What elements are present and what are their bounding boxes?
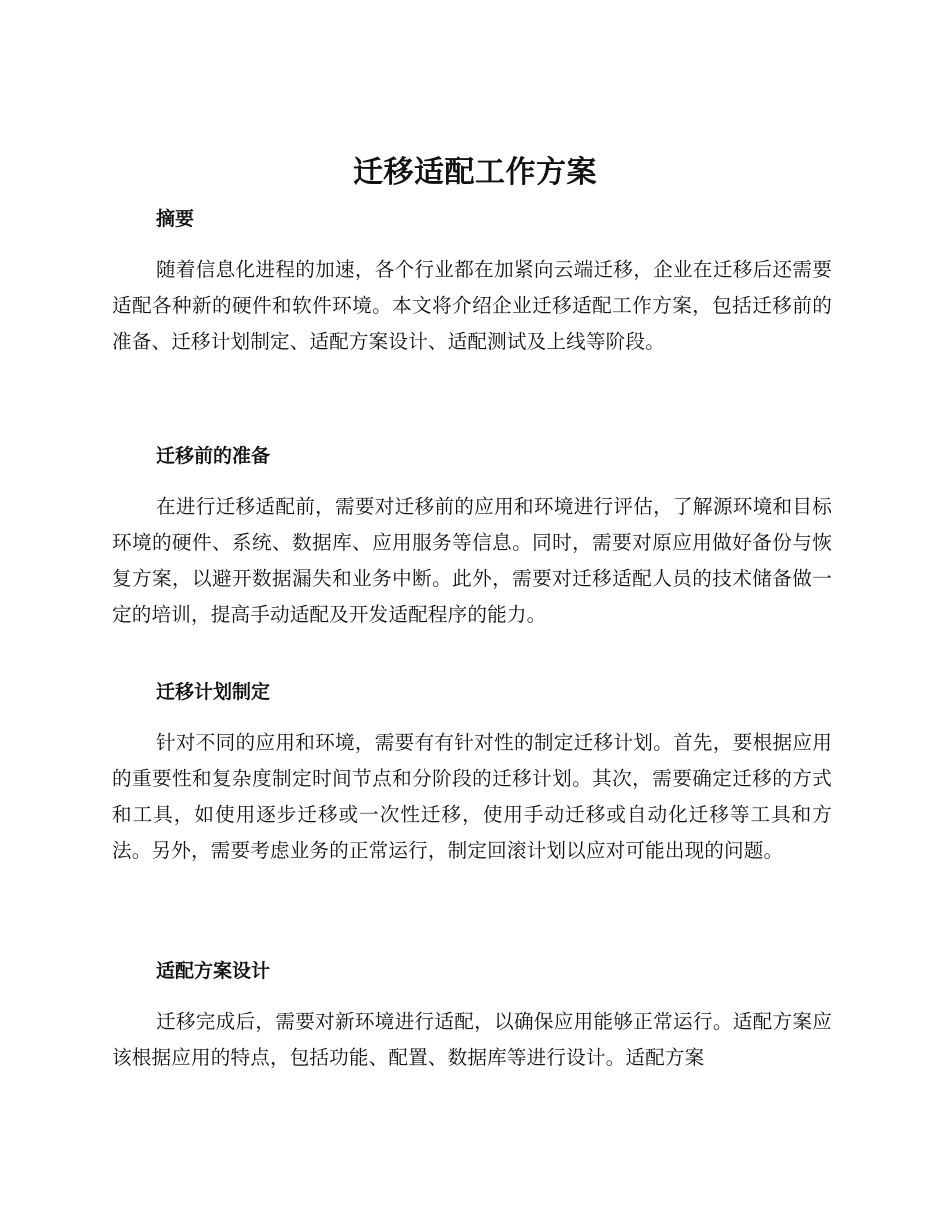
document-title: 迁移适配工作方案	[353, 155, 597, 190]
section-abstract	[112, 204, 832, 360]
section-migration-plan	[112, 677, 832, 869]
section-heading: 适配方案设计	[156, 960, 271, 982]
section-paragraph: 随着信息化进程的加速，各个行业都在加紧向云端迁移，企业在迁移后还需要适配各种新的硬件和软件环境。本文将介绍企业迁移适配工作方案，包括迁移前的准备、迁移计划制定、适配方案设计、适配测试及上线等阶段。	[112, 258, 832, 353]
section-preparation	[112, 441, 832, 633]
section-paragraph: 在进行迁移适配前，需要对迁移前的应用和环境进行评估，了解源环境和目标环境的硬件、系统、数据库、应用服务等信息。同时，需要对原应用做好备份与恢复方案，以避开数据漏失和业务中断。此外，需要对迁移适配人员的技术储备做一定的培训，提高手动适配及开发适配程序的能力。	[112, 495, 832, 626]
section-heading: 摘要	[156, 208, 195, 230]
section-heading: 迁移前的准备	[156, 445, 271, 467]
section-paragraph: 针对不同的应用和环境，需要有有针对性的制定迁移计划。首先，要根据应用的重要性和复杂度制定时间节点和分阶段的迁移计划。其次，需要确定迁移的方式和工具，如使用逐步迁移或一次性迁移，使用手动迁移或自动化迁移等工具和方法。另外，需要考虑业务的正常运行，制定回滚计划以应对可能出现的问题。	[112, 731, 832, 862]
section-paragraph: 迁移完成后，需要对新环境进行适配，以确保应用能够正常运行。适配方案应该根据应用的特点，包括功能、配置、数据库等进行设计。适配方案	[112, 1010, 832, 1069]
section-adaptation-design	[112, 956, 832, 1076]
section-heading: 迁移计划制定	[156, 681, 271, 703]
